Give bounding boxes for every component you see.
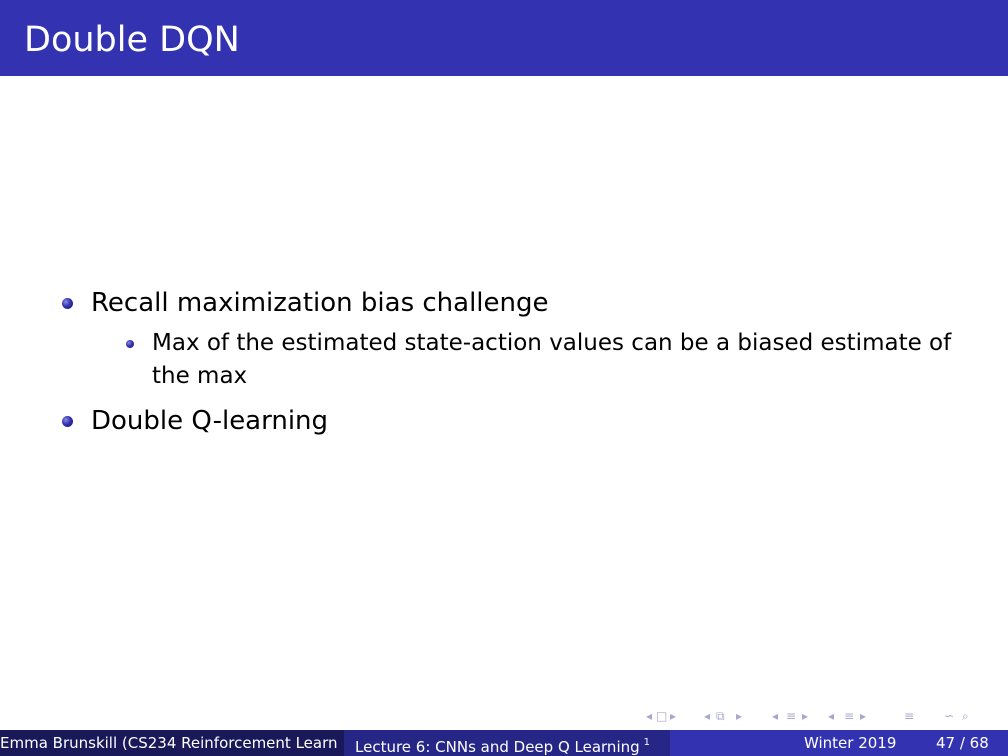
sub-bullet-marker bbox=[126, 340, 134, 348]
next-part-icon[interactable]: ▸ bbox=[860, 709, 867, 723]
slide-title: Double DQN bbox=[24, 20, 240, 60]
prev-frame-icon[interactable]: ◂ bbox=[646, 709, 653, 723]
search-back-icon[interactable]: ∽ bbox=[944, 709, 955, 723]
slide-footer bbox=[0, 730, 1008, 756]
beamer-navigation bbox=[646, 706, 1006, 726]
footer-date: Winter 2019 bbox=[804, 734, 897, 752]
prev-subsection-icon[interactable]: ◂ bbox=[704, 709, 711, 723]
footer-author bbox=[0, 730, 344, 756]
part-icon[interactable]: ≡ bbox=[844, 709, 855, 723]
prev-part-icon[interactable]: ◂ bbox=[828, 709, 835, 723]
footer-lecture bbox=[344, 730, 670, 756]
section-icon[interactable]: ≡ bbox=[786, 709, 797, 723]
footnote-mark: 1 bbox=[643, 737, 651, 748]
document-icon[interactable]: ≡ bbox=[904, 709, 915, 723]
bullet-marker bbox=[62, 416, 73, 427]
next-section-icon[interactable]: ▸ bbox=[802, 709, 809, 723]
next-subsection-icon[interactable]: ▸ bbox=[736, 709, 743, 723]
bullet-text: Recall maximization bias challenge bbox=[91, 288, 549, 318]
footer-author-text: Emma Brunskill (CS234 Reinforcement Learn bbox=[0, 734, 338, 752]
bullet-marker bbox=[62, 298, 73, 309]
footer-date-page bbox=[670, 730, 1008, 756]
footer-lecture-text: Lecture 6: CNNs and Deep Q Learning bbox=[355, 738, 640, 756]
bullet-text: Double Q-learning bbox=[91, 406, 329, 436]
subsection-icon[interactable]: ⧉ bbox=[716, 709, 725, 723]
page-number: 47 / 68 bbox=[936, 734, 989, 752]
prev-section-icon[interactable]: ◂ bbox=[772, 709, 779, 723]
frame-icon[interactable]: □ bbox=[656, 709, 668, 723]
sub-bullet-line: Max of the estimated state-action values can be a biased estimate of bbox=[152, 330, 952, 356]
zoom-icon[interactable]: ⌕ bbox=[962, 709, 969, 723]
sub-bullet-line: the max bbox=[152, 363, 248, 389]
next-frame-icon[interactable]: ▸ bbox=[670, 709, 677, 723]
sub-bullet-text bbox=[152, 327, 952, 393]
